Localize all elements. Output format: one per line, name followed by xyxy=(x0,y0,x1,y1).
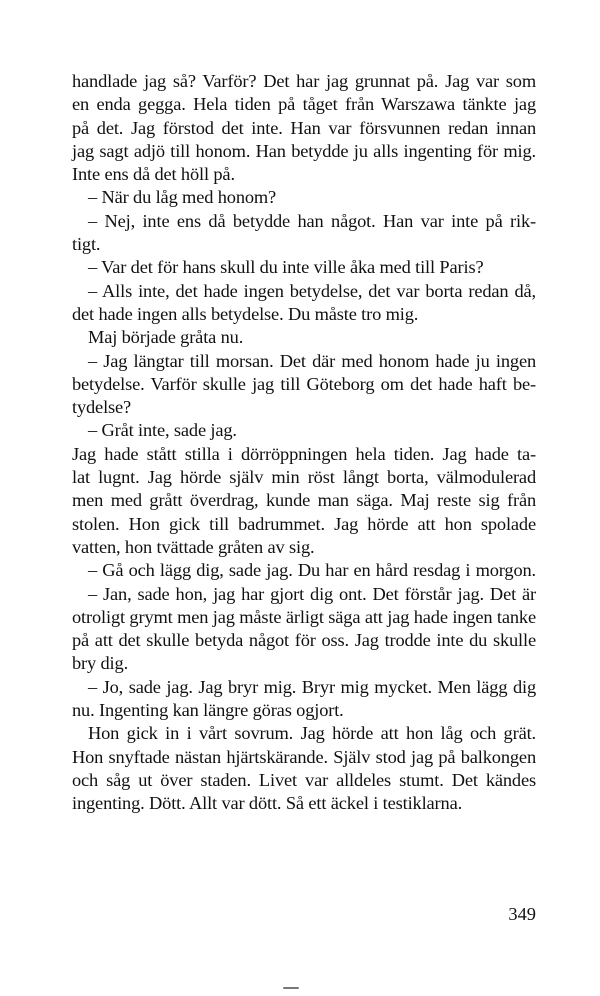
text-line: på det. Jag förstod det inte. Han var försvunnen redan innan xyxy=(72,117,536,138)
text-line: stolen. Hon gick till badrummet. Jag hörde att hon spolade xyxy=(72,513,536,534)
text-line: Hon snyftade nästan hjärtskärande. Själv stod jag på balkongen xyxy=(72,746,536,767)
text-line: och såg ut över staden. Livet var alldeles stumt. Det kändes xyxy=(72,769,536,790)
text-line: – Var det för hans skull du inte ville åka med till Paris? xyxy=(88,257,484,278)
text-line: bry dig. xyxy=(72,653,129,674)
text-line: – Gråt inte, sade jag. xyxy=(88,420,237,441)
text-line: tigt. xyxy=(72,234,101,255)
text-line: nu. Ingenting kan längre göras ogjort. xyxy=(72,700,344,721)
text-line: jag sagt adjö till honom. Han betydde ju alls ingenting för mig. xyxy=(72,140,536,161)
text-line: – Nej, inte ens då betydde han något. Han var inte på rik- xyxy=(88,210,536,231)
text-line: ingenting. Dött. Allt var dött. Så ett äckel i testiklarna. xyxy=(72,793,463,814)
text-line: det hade ingen alls betydelse. Du måste tro mig. xyxy=(72,303,419,324)
text-line: otroligt grymt men jag måste ärligt säga att jag hade ingen tanke xyxy=(72,606,536,627)
scan-artifact xyxy=(283,987,299,989)
text-line: – Alls inte, det hade ingen betydelse, det var borta redan då, xyxy=(88,280,536,301)
text-line: en enda gegga. Hela tiden på tåget från Warszawa tänkte jag xyxy=(72,94,536,115)
text-line: – Jo, sade jag. Jag bryr mig. Bryr mig mycket. Men lägg dig xyxy=(88,676,536,697)
text-line: – Gå och lägg dig, sade jag. Du har en hård resdag i morgon. xyxy=(88,560,536,581)
text-line: betydelse. Varför skulle jag till Göteborg om det hade haft be- xyxy=(72,373,536,394)
text-line: tydelse? xyxy=(72,397,132,418)
text-line: lat lugnt. Jag hörde själv min röst långt borta, välmodulerad xyxy=(72,467,536,488)
text-line: handlade jag så? Varför? Det har jag grunnat på. Jag var som xyxy=(72,71,536,91)
body-text xyxy=(72,70,536,816)
text-line: men med grått överdrag, kunde man säga. Maj reste sig från xyxy=(72,490,536,511)
text-line: Maj började gråta nu. xyxy=(88,327,244,348)
text-line: – Jag längtar till morsan. Det där med honom hade ju ingen xyxy=(88,350,536,371)
text-line: vatten, hon tvättade gråten av sig. xyxy=(72,536,315,557)
text-line: Inte ens då det höll på. xyxy=(72,164,235,185)
page-number: 349 xyxy=(508,904,536,924)
text-line: – När du låg med honom? xyxy=(88,187,277,208)
text-line: Hon gick in i vårt sovrum. Jag hörde att hon låg och grät. xyxy=(88,723,536,744)
text-line: på att det skulle betyda något för oss. Jag trodde inte du skulle xyxy=(72,630,536,651)
text-line: – Jan, sade hon, jag har gjort dig ont. Det förstår jag. Det är xyxy=(88,583,536,604)
text-line: Jag hade stått stilla i dörröppningen hela tiden. Jag hade ta- xyxy=(72,443,536,464)
